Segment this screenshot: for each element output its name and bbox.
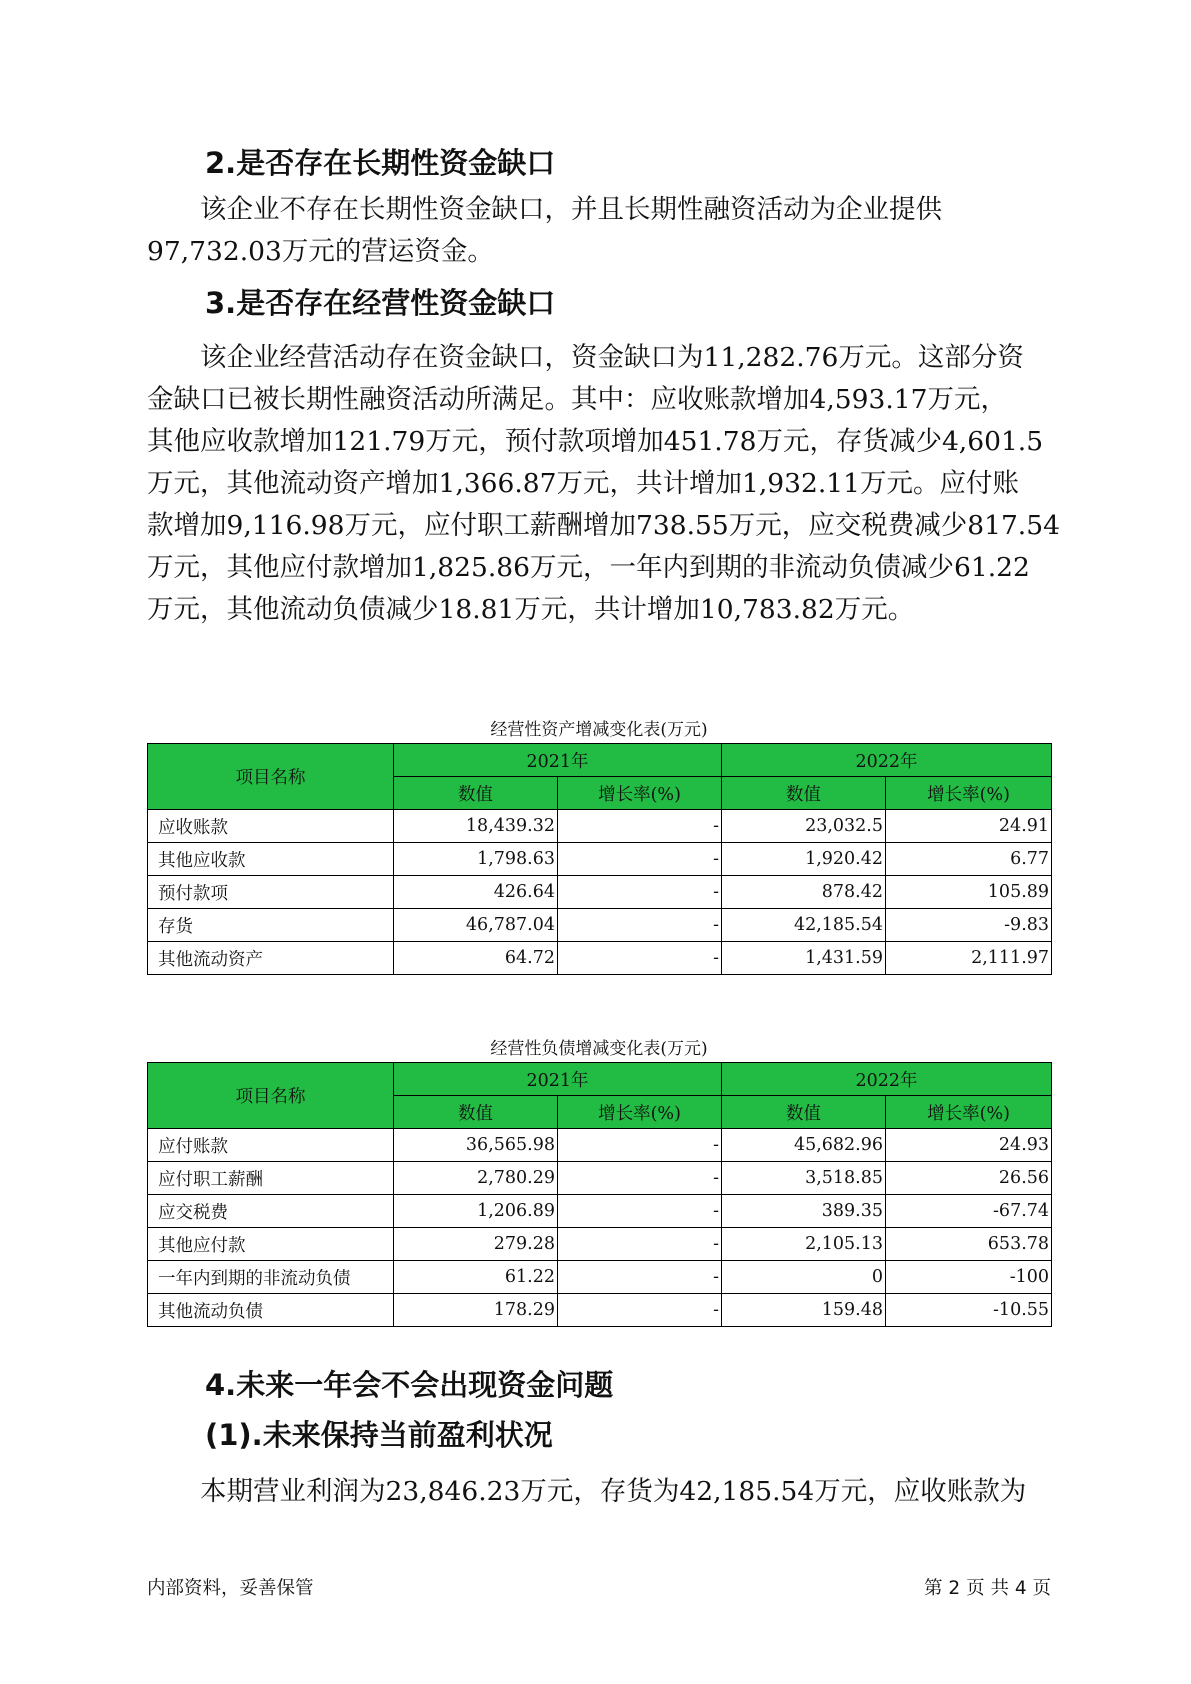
item-name-cell: 存货 (148, 909, 394, 942)
header-growth-rate: 增长率(%) (558, 1096, 722, 1129)
section-4-paragraph (147, 1471, 1055, 1513)
table-row (148, 843, 1052, 876)
rate-2022-cell: -100 (886, 1261, 1052, 1294)
table-row (148, 1129, 1052, 1162)
table-row (148, 810, 1052, 843)
rate-2021-cell: - (558, 843, 722, 876)
rate-2021-cell: - (558, 1129, 722, 1162)
item-name-cell: 应收账款 (148, 810, 394, 843)
header-year-2021: 2021年 (394, 744, 722, 777)
header-year-2022: 2022年 (722, 1063, 1052, 1096)
paragraph-line: 万元，其他应付款增加1,825.86万元，一年内到期的非流动负债减少61.22 (147, 552, 1030, 583)
rate-2022-cell: 24.91 (886, 810, 1052, 843)
footer-confidential-note: 内部资料，妥善保管 (147, 1578, 314, 1599)
item-name-cell: 其他应付款 (148, 1228, 394, 1261)
header-growth-rate: 增长率(%) (558, 777, 722, 810)
value-2021-cell: 61.22 (394, 1261, 558, 1294)
header-year-2021: 2021年 (394, 1063, 722, 1096)
item-name-cell: 其他应收款 (148, 843, 394, 876)
header-item-name: 项目名称 (148, 1063, 394, 1129)
value-2022-cell: 0 (722, 1261, 886, 1294)
paragraph-line: 金缺口已被长期性融资活动所满足。其中：应收账款增加4,593.17万元， (147, 384, 1008, 415)
header-growth-rate: 增长率(%) (886, 1096, 1052, 1129)
table-row (148, 1195, 1052, 1228)
rate-2022-cell: -10.55 (886, 1294, 1052, 1327)
rate-2021-cell: - (558, 942, 722, 975)
table-row (148, 1162, 1052, 1195)
rate-2021-cell: - (558, 909, 722, 942)
operating-assets-table (147, 743, 1052, 975)
value-2022-cell: 3,518.85 (722, 1162, 886, 1195)
value-2021-cell: 279.28 (394, 1228, 558, 1261)
rate-2021-cell: - (558, 1261, 722, 1294)
table-row (148, 876, 1052, 909)
value-2021-cell: 36,565.98 (394, 1129, 558, 1162)
paragraph-line: 该企业不存在长期性资金缺口，并且长期性融资活动为企业提供 (200, 194, 942, 225)
value-2022-cell: 1,431.59 (722, 942, 886, 975)
header-growth-rate: 增长率(%) (886, 777, 1052, 810)
rate-2022-cell: 6.77 (886, 843, 1052, 876)
header-value: 数值 (394, 777, 558, 810)
paragraph-line: 款增加9,116.98万元，应付职工薪酬增加738.55万元，应交税费减少817.54 (147, 510, 1060, 541)
value-2021-cell: 1,206.89 (394, 1195, 558, 1228)
section-4-heading: 4.未来一年会不会出现资金问题 (205, 1368, 614, 1402)
value-2022-cell: 2,105.13 (722, 1228, 886, 1261)
rate-2021-cell: - (558, 1195, 722, 1228)
rate-2021-cell: - (558, 876, 722, 909)
table-row (148, 942, 1052, 975)
value-2021-cell: 2,780.29 (394, 1162, 558, 1195)
table-row (148, 1228, 1052, 1261)
value-2022-cell: 1,920.42 (722, 843, 886, 876)
item-name-cell: 其他流动负债 (148, 1294, 394, 1327)
header-value: 数值 (394, 1096, 558, 1129)
header-item-name: 项目名称 (148, 744, 394, 810)
item-name-cell: 预付款项 (148, 876, 394, 909)
header-year-2022: 2022年 (722, 744, 1052, 777)
item-name-cell: 应付账款 (148, 1129, 394, 1162)
table-row (148, 1294, 1052, 1327)
value-2022-cell: 42,185.54 (722, 909, 886, 942)
table-row (148, 1261, 1052, 1294)
rate-2022-cell: -9.83 (886, 909, 1052, 942)
paragraph-line: 其他应收款增加121.79万元，预付款项增加451.78万元，存货减少4,601.5 (147, 426, 1044, 457)
rate-2022-cell: -67.74 (886, 1195, 1052, 1228)
paragraph-line: 该企业经营活动存在资金缺口，资金缺口为11,282.76万元。这部分资 (200, 342, 1024, 373)
rate-2021-cell: - (558, 1228, 722, 1261)
table-1-caption: 经营性资产增减变化表(万元) (490, 720, 708, 740)
paragraph-line: 万元，其他流动负债减少18.81万元，共计增加10,783.82万元。 (147, 594, 915, 625)
value-2021-cell: 64.72 (394, 942, 558, 975)
value-2021-cell: 46,787.04 (394, 909, 558, 942)
rate-2021-cell: - (558, 810, 722, 843)
value-2021-cell: 1,798.63 (394, 843, 558, 876)
value-2021-cell: 178.29 (394, 1294, 558, 1327)
value-2022-cell: 878.42 (722, 876, 886, 909)
table-2-caption: 经营性负债增减变化表(万元) (490, 1039, 708, 1059)
value-2021-cell: 18,439.32 (394, 810, 558, 843)
value-2022-cell: 45,682.96 (722, 1129, 886, 1162)
section-2-paragraph (147, 189, 1055, 273)
value-2022-cell: 23,032.5 (722, 810, 886, 843)
value-2022-cell: 159.48 (722, 1294, 886, 1327)
paragraph-line: 97,732.03万元的营运资金。 (147, 236, 494, 267)
paragraph-line: 本期营业利润为23,846.23万元，存货为42,185.54万元，应收账款为 (200, 1476, 1027, 1507)
rate-2022-cell: 24.93 (886, 1129, 1052, 1162)
item-name-cell: 一年内到期的非流动负债 (148, 1261, 394, 1294)
section-2-heading: 2.是否存在长期性资金缺口 (205, 146, 556, 180)
section-3-heading: 3.是否存在经营性资金缺口 (205, 286, 556, 320)
table-row (148, 909, 1052, 942)
value-2022-cell: 389.35 (722, 1195, 886, 1228)
item-name-cell: 其他流动资产 (148, 942, 394, 975)
header-value: 数值 (722, 777, 886, 810)
rate-2022-cell: 26.56 (886, 1162, 1052, 1195)
operating-liabilities-table (147, 1062, 1052, 1327)
rate-2022-cell: 653.78 (886, 1228, 1052, 1261)
rate-2021-cell: - (558, 1294, 722, 1327)
rate-2021-cell: - (558, 1162, 722, 1195)
section-4-subheading: (1).未来保持当前盈利状况 (205, 1418, 553, 1452)
section-3-paragraph (147, 337, 1060, 631)
rate-2022-cell: 105.89 (886, 876, 1052, 909)
value-2021-cell: 426.64 (394, 876, 558, 909)
header-value: 数值 (722, 1096, 886, 1129)
item-name-cell: 应交税费 (148, 1195, 394, 1228)
paragraph-line: 万元，其他流动资产增加1,366.87万元，共计增加1,932.11万元。应付账 (147, 468, 1020, 499)
footer-page-number: 第 2 页 共 4 页 (924, 1578, 1051, 1599)
item-name-cell: 应付职工薪酬 (148, 1162, 394, 1195)
rate-2022-cell: 2,111.97 (886, 942, 1052, 975)
